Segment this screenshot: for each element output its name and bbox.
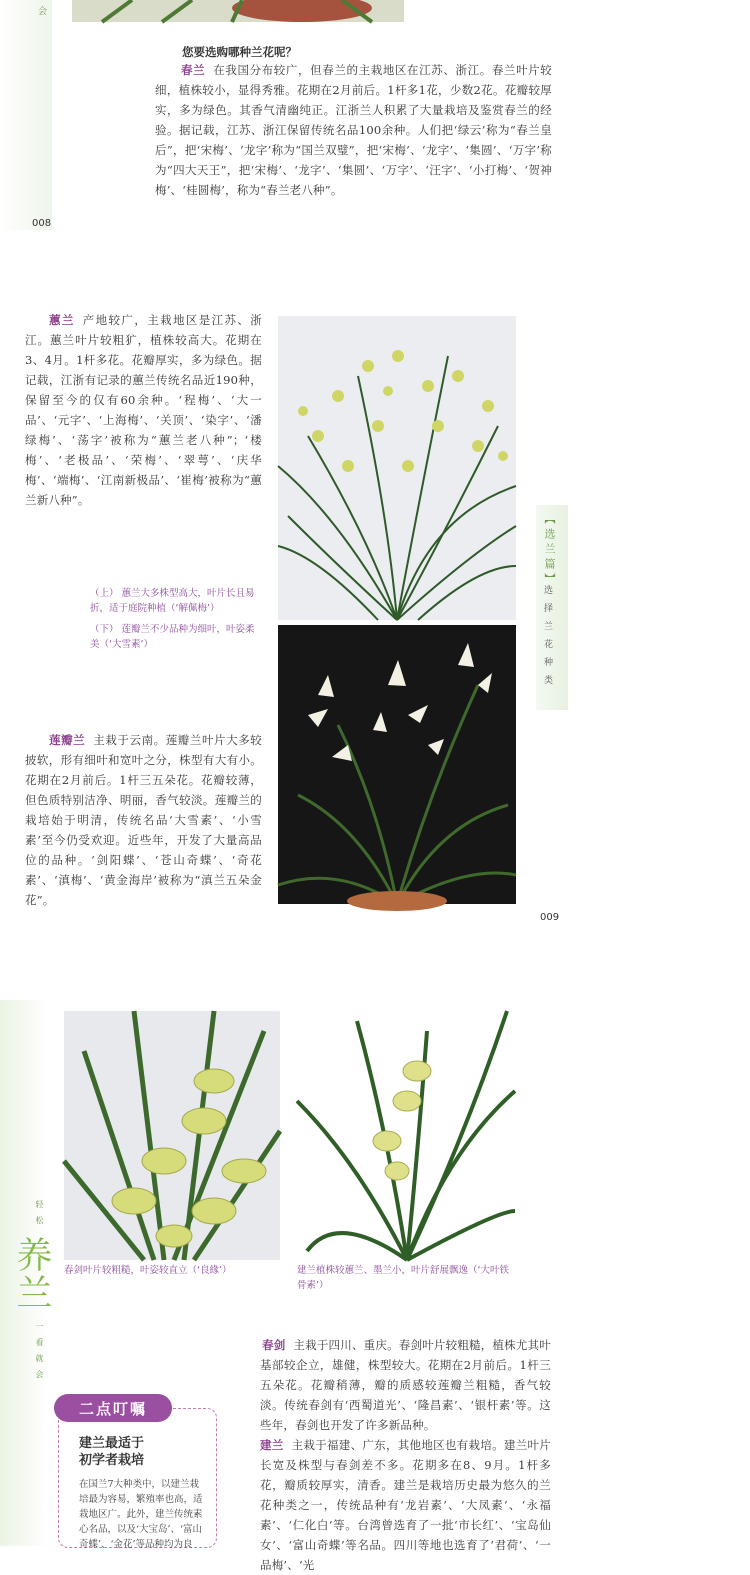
section-side-subtitle: 选择兰花种类 (542, 585, 552, 693)
tip-title (79, 1435, 144, 1469)
lianban-plant-image (278, 625, 516, 904)
tip-badge (54, 1394, 172, 1422)
orchid-pot-image (72, 0, 404, 22)
section-side-title: 【选兰篇】 (543, 513, 556, 588)
lianban-title: 莲瓣兰 (49, 733, 86, 747)
orchid-pot-photo (72, 0, 404, 22)
section-side-tab (536, 505, 568, 710)
caption-bottom: （下） 莲瓣兰不少品种为细叶，叶姿柔美（‘大雪素’） (90, 624, 255, 650)
jianlan-paragraph (260, 1435, 551, 1572)
jianlan-text: 主栽于福建、广东，其他地区也有栽培。建兰叶片长宽及株型与春剑差不多。花期多在8、9月。1杆多花，瓣质较厚实，清香。建兰是栽培历史最为悠久的兰花种类之一，传统品种有‘龙岩素’、‘大凤素’、‘永福素’、‘仁化白’等。台湾曾选育了一批‘市长红’、‘宝岛仙女’、‘富山奇蝶’等名品。四川等地也选育了‘君荷’、‘一品梅’、‘光 (260, 1438, 551, 1572)
huilan-paragraph (25, 310, 262, 510)
huilan-title: 蕙兰 (49, 313, 75, 327)
jianlan-title: 建兰 (260, 1438, 284, 1452)
chunlan-title: 春兰 (181, 63, 206, 77)
tip-badge-label: 二点叮嘱 (78, 1399, 147, 1418)
tip-title-line-1: 建兰最适于 (79, 1436, 145, 1451)
chunjian-plant-image (64, 1011, 280, 1260)
chunjian-photo (64, 1011, 280, 1260)
section-question: 您要选购哪种兰花呢？ (182, 45, 297, 59)
huilan-photo (278, 316, 516, 620)
tip-title-line-2: 初学者栽培 (79, 1453, 145, 1468)
jianlan-photo (297, 1011, 515, 1260)
tip-text: 在国兰7大种类中，以建兰栽培最为容易，繁殖率也高，适栽地区广。此外，建兰传统素心名品，以及‘大宝岛’、‘富山奇蝶’、‘金花’等品种均为良 (79, 1479, 203, 1550)
lianban-text: 主栽于云南。莲瓣兰叶片大多较披软，形有细叶和宽叶之分，株型有大有小。花期在2月前后。1杆三五朵花。花瓣较薄，但色质特别洁净、明丽，香气较淡。莲瓣兰的栽培始于明清，传统名品‘大雪素’、‘小雪素’至今仍受欢迎。近些年，开发了大量高品位的品种。‘剑阳蝶’、‘苍山奇蝶’、‘奇花素’、‘滇梅’、‘黄金海岸’被称为“滇兰五朵金花”。 (25, 733, 262, 907)
chunjian-text: 主栽于四川、重庆。春剑叶片较粗糙，植株尤其叶基部较企立，雄健，株型较大。花期在2月前后。1杆三五朵花。花瓣稍薄，瓣的质感较莲瓣兰粗糙，香气较淡。传统春剑有‘西蜀道光’、‘隆昌素’、‘银杆素’等。这些年，春剑也开发了许多新品种。 (260, 1338, 551, 1432)
jianlan-plant-image (297, 1011, 515, 1260)
side-big-title: 养兰 (11, 1236, 52, 1312)
lianban-paragraph (25, 730, 262, 910)
side-character: 会 (38, 7, 48, 17)
page-number-009: 009 (540, 912, 560, 923)
chunlan-paragraph (155, 60, 552, 200)
chunjian-paragraph (260, 1335, 551, 1435)
huilan-text: 产地较广，主栽地区是江苏、浙江。蕙兰叶片较粗犷，植株较高大。花期在3、4月。1杆多花。花瓣厚实，多为绿色。据记载，江浙有记录的蕙兰传统名品近190种，保留至今的仅有60余种。‘程梅’、‘大一品’、‘元字’、‘上海梅’、‘关顶’、‘染字’、‘潘绿梅’、‘荡字’被称为“蕙兰老八种”；‘楼梅’、‘老极品’、‘荣梅’、‘翠萼’、‘庆华梅’、‘端梅’、‘江南新极品’、‘崔梅’被称为“蕙兰新八种”。 (25, 313, 262, 507)
chunjian-title: 春剑 (262, 1338, 286, 1352)
page-margin-strip (0, 0, 52, 230)
huilan-plant-image (278, 316, 516, 620)
side-small-title: 轻松 (35, 1200, 44, 1232)
caption-right: 建兰植株较蕙兰、墨兰小，叶片舒展飘逸（‘大叶铁骨素’） (297, 1265, 510, 1291)
tip-box (58, 1408, 217, 1548)
page-number-008: 008 (32, 218, 52, 229)
side-small-title-2: 一看就会 (35, 1322, 44, 1386)
chunlan-text: 在我国分布较广，但春兰的主栽地区在江苏、浙江。春兰叶片较细，植株较小，显得秀雅。花期在2月前后。1杆多1花，少数2花。花瓣较厚实，多为绿色。其香气清幽纯正。江浙兰人积累了大量栽培及鉴赏春兰的经验。据记载，江苏、浙江保留传统名品100余种。人们把‘绿云’称为“春兰皇后”，把‘宋梅’、‘龙字’称为“国兰双璧”，把‘宋梅’、‘龙字’、‘集圆’、‘万字’称为“四大天王”，把‘宋梅’、‘龙字’、‘集圆’、‘万字’、‘汪字’、‘小打梅’、‘贺神梅’、‘桂圆梅’，称为“春兰老八种”。 (155, 63, 552, 197)
caption-top: （上） 蕙兰大多株型高大，叶片长且易折，适于庭院种植（‘解佩梅’） (90, 588, 255, 614)
lianban-photo (278, 625, 516, 904)
caption-left: 春剑叶片较粗糙，叶姿较直立（‘良緣’） (64, 1265, 232, 1276)
